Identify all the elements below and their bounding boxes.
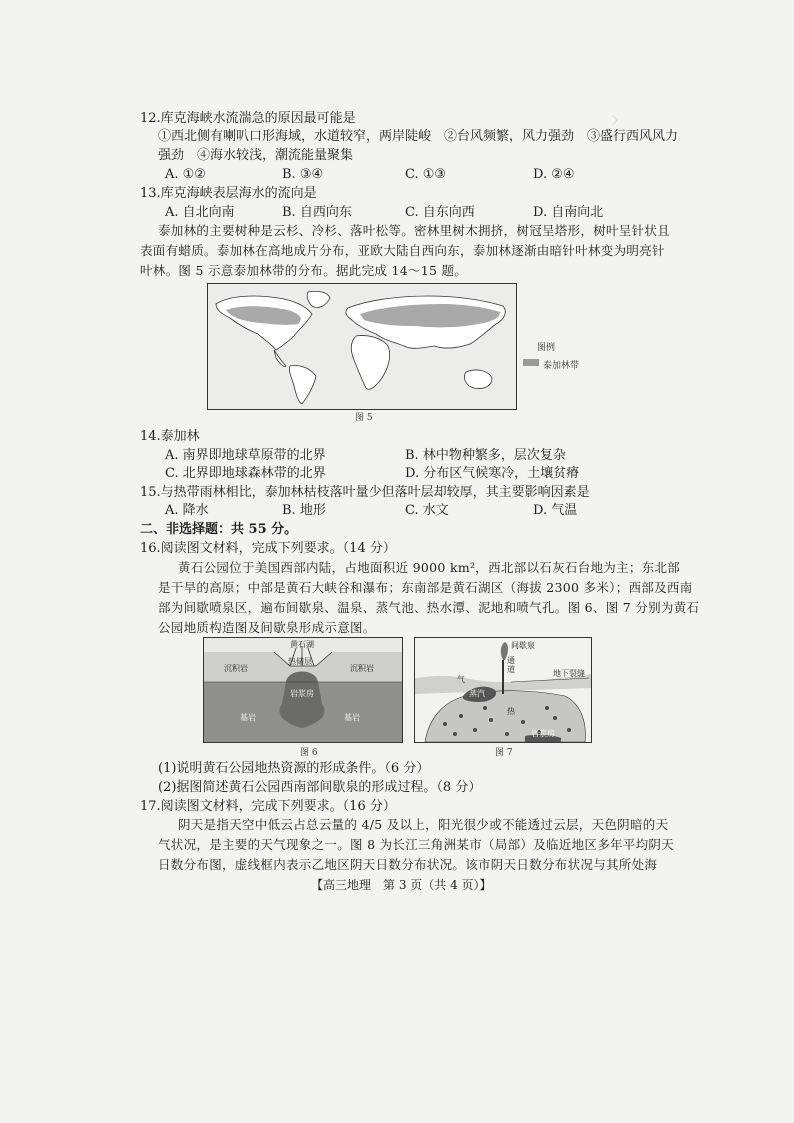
fig7-label-magma: 岩浆房 <box>531 729 555 738</box>
q13-option-a[interactable]: A. 自北向南 <box>165 205 235 220</box>
figure-7-geyser <box>414 637 592 743</box>
q15-option-d[interactable]: D. 气温 <box>533 503 578 518</box>
q15-option-c[interactable]: C. 水文 <box>405 503 449 518</box>
q16-para-line3: 部为间歇喷泉区，遍布间歇泉、温泉、蒸气池、热水潭、泥地和喷气孔。图 6、图 7 分别为黄石 <box>158 600 700 615</box>
q17-para-line3: 日数分布图，虚线框内表示乙地区阴天日数分布状况。该市阴天日数分布状况与其所处海 <box>158 857 658 872</box>
q16-para-line1: 黄石公园位于美国西部内陆，占地面积近 9000 km²，西北部以石灰石台地为主；东北部 <box>178 560 681 575</box>
fig6-label-reservoir: 热储层 <box>288 657 312 666</box>
page-footer: 【高三地理 第 3 页（共 4 页）】 <box>311 878 492 892</box>
figure-5-world-map <box>207 283 517 410</box>
fig6-label-sed-left: 沉积岩 <box>224 664 248 673</box>
q15-stem: 15.与热带雨林相比，泰加林枯枝落叶量少但落叶层却较厚，其主要影响因素是 <box>140 485 590 500</box>
bleed-through-mark: 〉 <box>612 114 695 127</box>
q12-option-b[interactable]: B. ③④ <box>282 167 324 182</box>
fig6-label-base-right: 基岩 <box>344 713 360 722</box>
q12-option-a[interactable]: A. ①② <box>165 167 206 182</box>
fig5-legend-title: 图例 <box>537 343 556 353</box>
q12-stem: 12.库克海峡水流湍急的原因最可能是 <box>140 111 356 126</box>
q17-para-line2: 气状况，是主要的天气现象之一。图 8 为长江三角洲某市（局部）及临近地区多年平均阴天 <box>158 837 675 852</box>
taiga-intro-line3: 叶林。图 5 示意泰加林带的分布。据此完成 14～15 题。 <box>140 263 468 278</box>
q12-option-d[interactable]: D. ②④ <box>533 167 575 182</box>
fig5-legend-swatch <box>523 359 539 366</box>
q14-option-a[interactable]: A. 南界即地球草原带的北界 <box>165 448 326 463</box>
fig7-caption: 图 7 <box>495 748 513 758</box>
q16-sub2: (2)据图简述黄石公园西南部间歇泉的形成过程。（8 分） <box>158 780 482 795</box>
fig5-caption: 图 5 <box>355 413 373 423</box>
q15-option-b[interactable]: B. 地形 <box>282 503 326 518</box>
q12-line1: ①西北侧有喇叭口形海域，水道较窄，两岸陡峻 ②台风频繁，风力强劲 ③盛行西风风力 <box>158 129 679 144</box>
q16-stem: 16.阅读图文材料，完成下列要求。（14 分） <box>140 541 396 556</box>
taiga-intro-line1: 泰加林的主要树种是云杉、冷杉、落叶松等。密林里树木拥挤，树冠呈塔形，树叶呈针状且 <box>158 223 671 238</box>
fig7-label-gas: 气 <box>457 675 465 684</box>
q13-option-d[interactable]: D. 自南向北 <box>533 205 604 220</box>
fig7-label-channel: 通道 <box>507 656 515 674</box>
world-map-svg <box>208 284 516 409</box>
fig7-label-hot: 热 <box>507 707 515 716</box>
q14-option-d[interactable]: D. 分布区气候寒冷，土壤贫瘠 <box>405 466 580 481</box>
fig5-legend-item: 泰加林带 <box>543 361 580 371</box>
geyser-diagram-svg <box>415 638 591 742</box>
q14-stem: 14.泰加林 <box>140 429 200 444</box>
figure-6-geology <box>203 637 403 743</box>
fig7-label-steam: 蒸汽 <box>469 689 485 698</box>
fig6-caption: 图 6 <box>300 748 318 758</box>
q17-para-line1: 阴天是指天空中低云占总云量的 4/5 及以上，阳光很少或不能透过云层，天色阴暗的天 <box>178 817 669 832</box>
fig6-label-base-left: 基岩 <box>240 713 256 722</box>
q16-para-line2: 是干旱的高原；中部是黄石大峡谷和瀑布；东南部是黄石湖区（海拔 2300 多米）；西部及西南 <box>158 580 693 595</box>
fig7-label-geyser: 间歇泉 <box>511 641 535 650</box>
fig6-label-magma: 岩浆房 <box>290 689 314 698</box>
q13-option-b[interactable]: B. 自西向东 <box>282 205 352 220</box>
q16-sub1: (1)说明黄石公园地热资源的形成条件。（6 分） <box>158 761 430 776</box>
q14-option-b[interactable]: B. 林中物种繁多，层次复杂 <box>405 448 566 463</box>
q12-option-c[interactable]: C. ①③ <box>405 167 447 182</box>
fig7-label-crack: 地下裂缝 <box>553 669 585 678</box>
q16-para-line4: 公园地质构造图及间歇泉形成示意图。 <box>158 620 376 635</box>
q13-option-c[interactable]: C. 自东向西 <box>405 205 475 220</box>
q15-option-a[interactable]: A. 降水 <box>165 503 209 518</box>
section-2-heading: 二、非选择题：共 55 分。 <box>140 522 298 537</box>
fig6-label-sed-right: 沉积岩 <box>350 664 374 673</box>
taiga-intro-line2: 表面有蜡质。泰加林在高地成片分布，亚欧大陆自西向东，泰加林逐渐由暗针叶林变为明亮针 <box>140 243 665 258</box>
fig6-label-lake: 黄石湖 <box>290 640 314 649</box>
q14-option-c[interactable]: C. 北界即地球森林带的北界 <box>165 466 326 481</box>
q12-line2: 强劲 ④海水较浅，潮流能量聚集 <box>158 148 354 163</box>
q13-stem: 13.库克海峡表层海水的流向是 <box>140 186 317 201</box>
q17-stem: 17.阅读图文材料，完成下列要求。（16 分） <box>140 799 396 814</box>
